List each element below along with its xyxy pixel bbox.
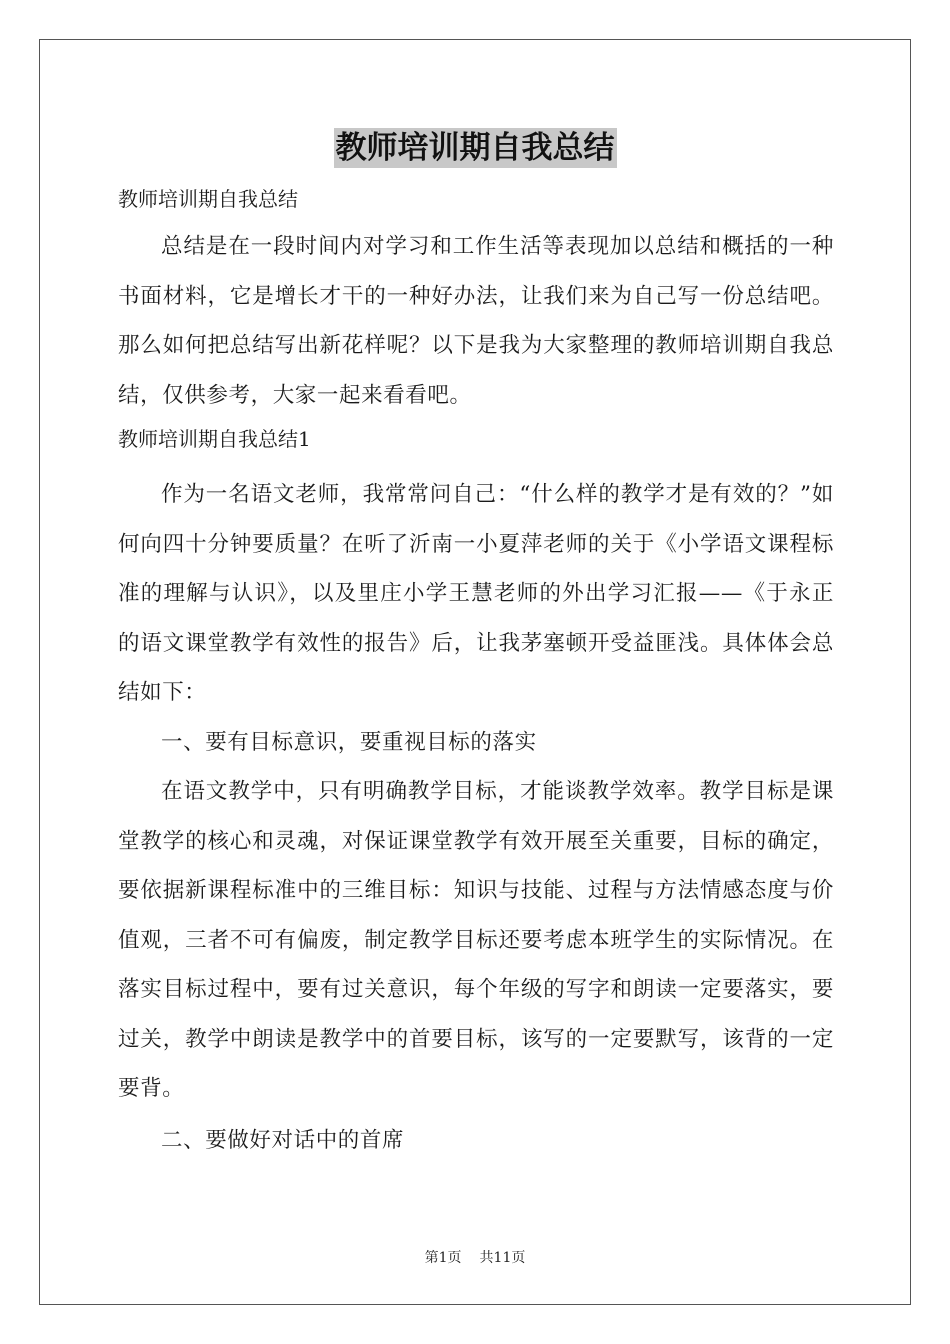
document-body <box>118 182 834 1165</box>
page-total: 共11页 <box>479 1250 526 1266</box>
page-number: 第1页 <box>424 1250 462 1266</box>
body-paragraph-1: 作为一名语文老师，我常常问自己：“什么样的教学才是有效的？”如何向四十分钟要质量？在听了沂南一小夏萍老师的关于《小学语文课程标准的理解与认识》，以及里庄小学王慧老师的外出学习汇报——《于永正的语文课堂教学有效性的报告》后，让我茅塞顿开受益匪浅。具体体会总结如下： <box>118 482 834 705</box>
document-title: 教师培训期自我总结 <box>335 130 615 166</box>
body-paragraph-2: 在语文教学中，只有明确教学目标，才能谈教学效率。教学目标是课堂教学的核心和灵魂，对保证课堂教学有效开展至关重要，目标的确定，要依据新课程标准中的三维目标：知识与技能、过程与方法情感态度与价值观，三者不可有偏废，制定教学目标还要考虑本班学生的实际情况。在落实目标过程中，要有过关意识，每个年级的写字和朗读一定要落实，要过关，教学中朗读是教学中的首要目标，该写的一定要默写，该背的一定要背。 <box>118 779 834 1101</box>
page-footer <box>0 1249 950 1267</box>
document-subtitle: 教师培训期自我总结 <box>118 187 298 211</box>
section-heading: 教师培训期自我总结1 <box>118 427 311 451</box>
point-1-heading: 一、要有目标意识，要重视目标的落实 <box>161 729 537 755</box>
point-2-heading: 二、要做好对话中的首席 <box>161 1127 405 1153</box>
title-container <box>0 128 950 168</box>
intro-paragraph: 总结是在一段时间内对学习和工作生活等表现加以总结和概括的一种书面材料，它是增长才干的一种好办法，让我们来为自己写一份总结吧。那么如何把总结写出新花样呢？以下是我为大家整理的教师培训期自我总结，仅供参考，大家一起来看看吧。 <box>118 234 834 408</box>
